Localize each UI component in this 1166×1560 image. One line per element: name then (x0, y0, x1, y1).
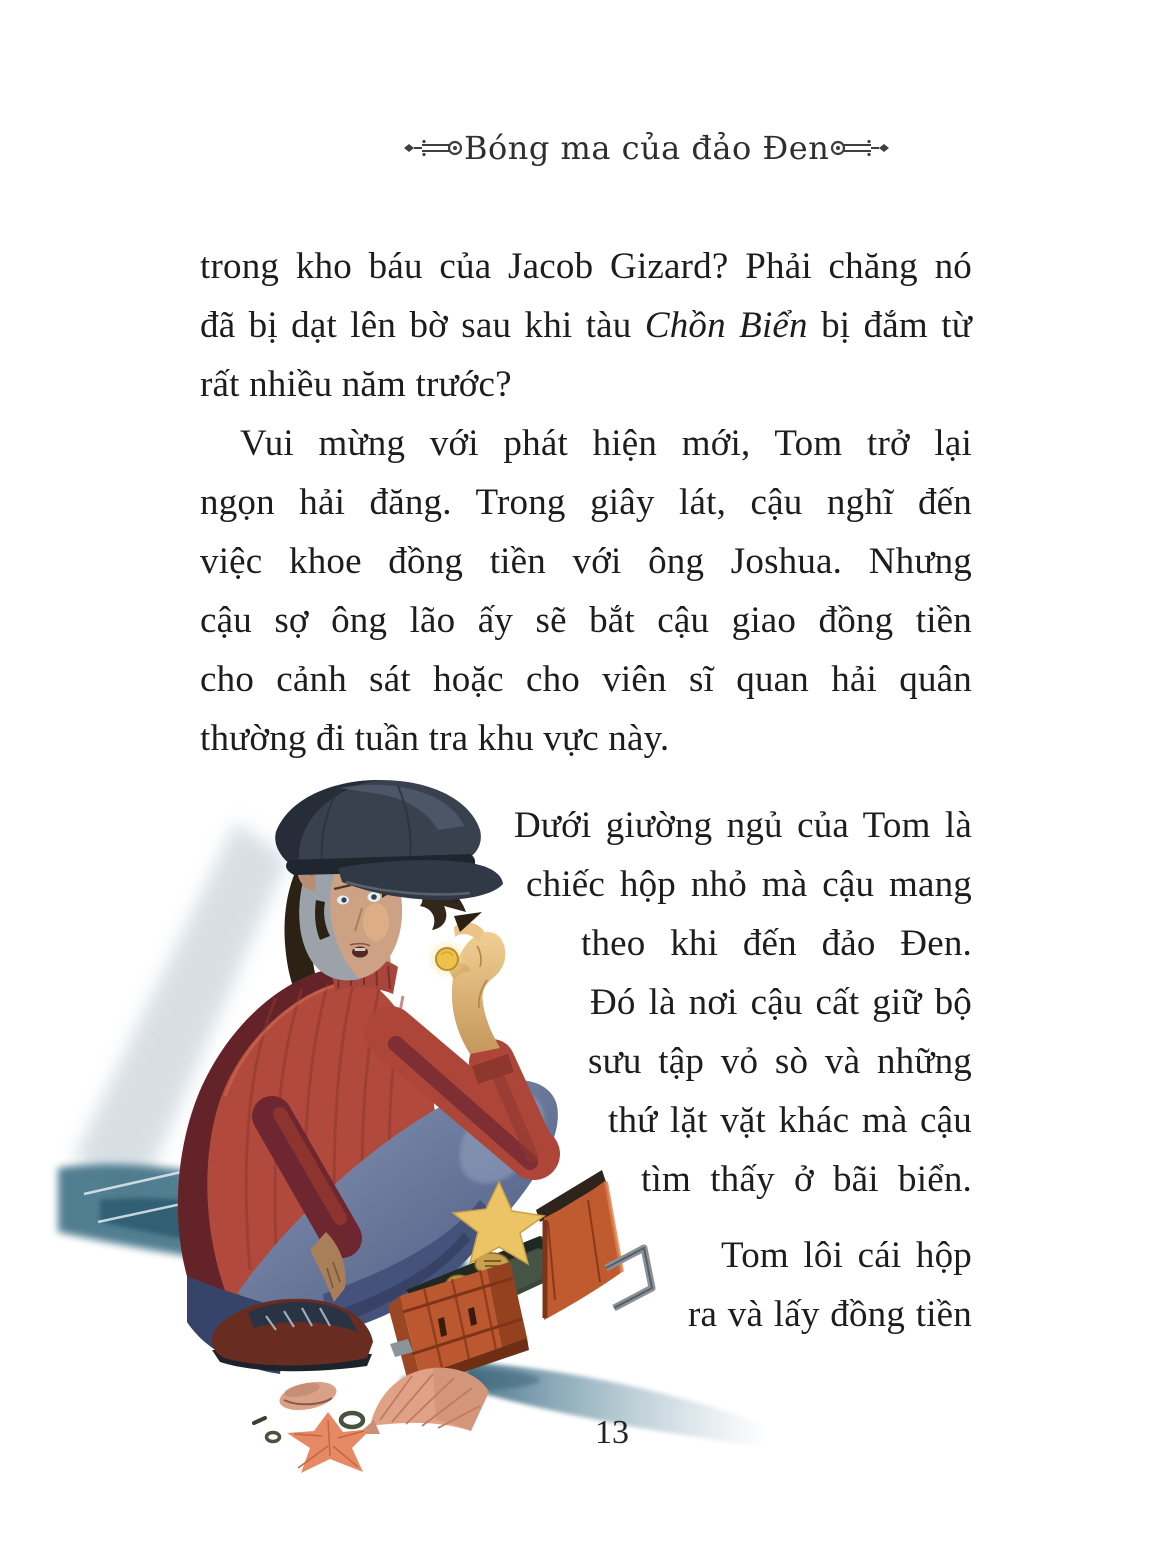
paragraph3-line6: thứ lặt vặt khác mà cậu (608, 1100, 972, 1141)
line-text: đã bị dạt lên bờ sau khi tàu (200, 305, 645, 346)
ornament-left-icon (402, 136, 464, 160)
ship-name: Chồn Biển (644, 305, 808, 346)
paragraph4-line2: ra và lấy đồng tiền (688, 1294, 972, 1335)
ornament-right-icon (829, 136, 891, 160)
paragraph3-line5: sưu tập vỏ sò và những (588, 1041, 972, 1082)
paragraph2-line4: cậu sợ ông lão ấy sẽ bắt cậu giao đồng tiền (200, 600, 972, 641)
paragraph3-line4: Đó là nơi cậu cất giữ bộ (590, 982, 972, 1023)
running-head (402, 128, 832, 168)
paragraph4-line1: Tom lôi cái hộp (721, 1235, 972, 1276)
paragraph2-line5: cho cảnh sát hoặc cho viên sĩ quan hải quân (200, 659, 972, 700)
book-title: Bóng ma của đảo Đen (464, 129, 830, 167)
paragraph2-line2: ngọn hải đăng. Trong giây lát, cậu nghĩ đến (200, 482, 972, 523)
cowrie-shell (277, 1377, 339, 1414)
paragraph1-line2 (200, 302, 972, 350)
line-text: bị đắm từ (807, 305, 972, 346)
paragraph1-line1: trong kho báu của Jacob Gizard? Phải chăng nó (200, 246, 972, 287)
paragraph3-line1: Dưới giường ngủ của Tom là (514, 805, 972, 846)
paragraph3-line2: chiếc hộp nhỏ mà cậu mang (526, 864, 972, 905)
paragraph3-line7: tìm thấy ở bãi biển. (641, 1159, 972, 1200)
paragraph2-line1: Vui mừng với phát hiện mới, Tom trở lại (240, 423, 972, 464)
paragraph1-line3: rất nhiều năm trước? (200, 364, 512, 405)
page-number: 13 (595, 1414, 629, 1451)
paragraph2-line6: thường đi tuần tra khu vực này. (200, 718, 670, 759)
paragraph3-line3: theo khi đến đảo Đen. (581, 923, 972, 964)
paragraph2-line3: việc khoe đồng tiền với ông Joshua. Nhưng (200, 541, 972, 582)
